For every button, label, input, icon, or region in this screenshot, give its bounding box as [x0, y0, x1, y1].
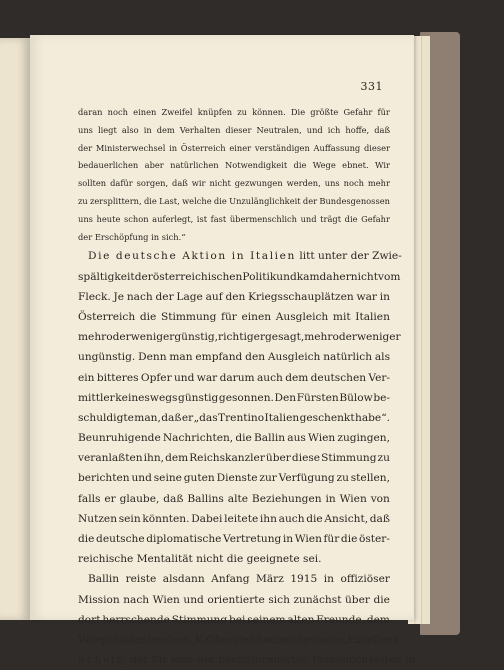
- word: und: [306, 124, 323, 135]
- word: Ansicht,: [324, 512, 369, 525]
- word: habe“.: [355, 411, 390, 424]
- word: Vizepräsidenten: [78, 633, 165, 646]
- quote-line: [78, 175, 390, 193]
- word: der: [155, 290, 174, 303]
- word: über: [344, 593, 370, 606]
- word: man,: [134, 411, 161, 424]
- word: Ministerwechsel: [95, 142, 166, 153]
- quote-line: [78, 211, 390, 229]
- word: mehr: [367, 178, 390, 189]
- word: österreichischen: [152, 270, 243, 283]
- paragraph-line: [78, 388, 390, 408]
- word: ein: [78, 371, 95, 384]
- quote-line: [78, 193, 390, 211]
- word: die: [235, 432, 252, 445]
- page-number: 331: [360, 80, 383, 93]
- word: dem: [165, 452, 189, 465]
- word: in: [379, 290, 390, 303]
- word: gesagt,: [265, 331, 305, 344]
- word: natürlich: [323, 351, 373, 364]
- word: zu: [78, 195, 88, 206]
- word: zugingen,: [337, 432, 390, 445]
- word: dem: [156, 124, 175, 135]
- word: als: [374, 351, 390, 364]
- word: den: [225, 290, 246, 303]
- word: Wien: [308, 432, 336, 445]
- word: war: [356, 290, 377, 303]
- word: empfand: [195, 351, 243, 364]
- word: auf: [205, 290, 223, 303]
- word: seine: [153, 472, 182, 485]
- word: Politik: [242, 270, 277, 283]
- word: einer: [229, 142, 252, 153]
- word: bedauerlichen: [78, 160, 139, 171]
- word: dieser: [225, 124, 252, 135]
- word: daß: [369, 512, 390, 525]
- word: reiste: [125, 573, 157, 586]
- paragraph-line: [78, 408, 390, 428]
- word: die: [373, 593, 390, 606]
- word: noch: [107, 107, 129, 117]
- word: zu: [237, 107, 247, 117]
- paragraph-line: [78, 327, 401, 347]
- word: in: [169, 142, 178, 153]
- word: Fleck.: [78, 290, 111, 303]
- word: Dabei: [191, 512, 223, 525]
- page-text: [78, 104, 416, 670]
- paragraph-line: [78, 267, 401, 287]
- word: Gefahr: [361, 213, 390, 224]
- quote-line: der Erschöpfung in sich.“: [78, 231, 186, 242]
- word: daher: [319, 270, 351, 283]
- word: die: [340, 533, 358, 545]
- word: er: [104, 492, 116, 505]
- word: fast: [210, 213, 227, 224]
- word: dieser: [363, 142, 390, 153]
- word: Kriegsschauplätzen: [248, 290, 354, 303]
- word: werden,: [286, 178, 321, 189]
- word: Stimmung: [160, 310, 217, 323]
- word: Obersten: [206, 633, 256, 646]
- word: weniger: [130, 331, 175, 344]
- word: und: [300, 213, 317, 224]
- word: Wien: [152, 593, 180, 606]
- word: gesonnen.: [218, 391, 274, 404]
- word: ist: [196, 213, 208, 224]
- word: darum: [219, 371, 255, 384]
- word: Ausgleich: [267, 351, 321, 364]
- word: veranlaßten: [78, 452, 143, 465]
- word: uns: [78, 213, 93, 224]
- word: ihn: [259, 512, 277, 525]
- word: die: [306, 512, 323, 525]
- word: der: [78, 142, 93, 153]
- word: Bundesgenossen: [319, 195, 390, 206]
- word: Ausgleich: [275, 310, 329, 323]
- word: können.: [252, 107, 286, 117]
- paragraph-line: [78, 529, 390, 549]
- word: falls: [78, 492, 101, 505]
- word: daß: [161, 411, 182, 424]
- word: Wien: [294, 533, 322, 545]
- word: die: [213, 195, 227, 206]
- word: er: [181, 411, 194, 424]
- word: günstig: [178, 391, 219, 404]
- word: welche: [182, 195, 212, 206]
- word: nach: [123, 593, 150, 606]
- word: mittler: [78, 391, 115, 404]
- word: Wege: [312, 160, 336, 171]
- word: deutsche: [96, 533, 145, 545]
- word: natürlichen: [170, 160, 219, 171]
- quote-line: [78, 140, 390, 158]
- word: Italien: [264, 411, 300, 424]
- word: verständigen: [254, 142, 310, 153]
- word: man: [169, 351, 193, 364]
- word: Notwendigkeit: [225, 160, 288, 171]
- word: übermenschlich: [229, 213, 298, 224]
- word: in: [282, 533, 294, 545]
- word: Mission: [78, 593, 120, 606]
- word: Anfang: [211, 573, 250, 586]
- word: daß: [172, 178, 188, 189]
- word: und: [173, 371, 195, 384]
- left-page-edge: [0, 38, 31, 620]
- word: für: [221, 310, 237, 323]
- word: „das: [193, 411, 218, 424]
- paragraph-line: [78, 489, 390, 509]
- word: Lage: [176, 290, 203, 303]
- word: vom: [378, 270, 401, 283]
- quote-line: [78, 157, 390, 175]
- word: aber: [144, 160, 164, 171]
- word: hoffe,: [345, 124, 370, 135]
- paragraph-line: [78, 307, 390, 327]
- word: Neutralen,: [256, 124, 302, 135]
- word: Denn: [138, 351, 167, 364]
- word: alten: [287, 613, 315, 626]
- paragraph-line: [78, 468, 390, 488]
- paragraph-2: [78, 569, 416, 670]
- word: zu: [377, 452, 390, 465]
- book-page: [30, 35, 416, 667]
- word: oder: [106, 331, 131, 344]
- word: Trentino: [218, 411, 265, 424]
- emphasis-text: Die deutsche Aktion in Italien: [88, 250, 296, 263]
- word: Nachrichten,: [162, 432, 234, 445]
- word: keineswegs: [115, 391, 178, 404]
- word: ungünstig.: [78, 351, 136, 364]
- word: die: [78, 533, 95, 545]
- emphasis-text: Schulz: [78, 654, 124, 667]
- word: richtiger: [218, 331, 266, 344]
- word: öster-: [358, 533, 390, 545]
- word: 1915: [290, 573, 318, 586]
- word: Last,: [159, 195, 180, 206]
- word: aus: [287, 432, 306, 445]
- word: glaube,: [119, 492, 160, 505]
- word: für: [377, 107, 390, 117]
- word: wir: [191, 178, 206, 189]
- word: und: [276, 270, 297, 283]
- word: trägt: [320, 213, 342, 224]
- word: gezwungen: [234, 178, 283, 189]
- paragraph-line: [78, 347, 390, 367]
- word: war: [196, 371, 218, 384]
- word: Wir: [374, 160, 390, 171]
- word: zu: [336, 472, 349, 485]
- word: Fürsten: [296, 391, 339, 404]
- paragraph-line: [78, 630, 399, 650]
- word: Dienste: [216, 472, 258, 485]
- word: ihn,: [143, 452, 165, 465]
- word: daran: [78, 107, 103, 117]
- paragraph-line: [78, 509, 390, 529]
- word: Verfügung: [278, 472, 335, 485]
- word: K.: [183, 633, 195, 646]
- word: die: [139, 310, 157, 323]
- word: die: [143, 195, 157, 206]
- word: Ballin: [253, 432, 286, 445]
- word: liegt: [97, 124, 117, 135]
- word: sich: [268, 593, 290, 606]
- word: die: [293, 160, 307, 171]
- word: Verhalten: [179, 124, 221, 135]
- word: in: [323, 573, 334, 586]
- word: Österreich: [78, 310, 136, 323]
- word: Opfer: [140, 371, 172, 384]
- word: Ver-: [368, 371, 390, 384]
- word: sein: [118, 512, 141, 525]
- word: Bülow: [339, 391, 373, 404]
- word: Unzulänglichkeit: [229, 195, 301, 206]
- word: zur: [259, 472, 277, 485]
- word: die: [344, 213, 358, 224]
- word: noch: [343, 178, 364, 189]
- quote-line: [78, 104, 390, 122]
- paragraph-line: [78, 569, 390, 589]
- word: auferlegt,: [152, 213, 194, 224]
- word: nach: [126, 290, 153, 303]
- word: K.: [194, 633, 207, 646]
- paragraph-line: [78, 428, 390, 448]
- word: schon: [123, 213, 149, 224]
- word: knüpfen: [197, 107, 233, 117]
- word: Den: [274, 391, 297, 404]
- word: uns: [78, 124, 93, 135]
- word: stellen,: [350, 472, 390, 485]
- word: ich: [327, 124, 341, 135]
- word: Zweifel: [161, 107, 193, 117]
- word: Reichskanzler: [189, 452, 265, 465]
- word: spältigkeit: [78, 270, 135, 283]
- word: in: [325, 492, 336, 505]
- word: weniger: [356, 331, 401, 344]
- word: schuldigte: [78, 411, 134, 424]
- word: mehr: [304, 331, 333, 344]
- word: Stimmung: [171, 613, 228, 626]
- word: zersplittern,: [90, 195, 142, 206]
- paragraph-line: [78, 448, 390, 468]
- word: bitteres: [96, 371, 139, 384]
- word: Rechnungshofes,: [255, 633, 348, 646]
- paragraph-1: [78, 246, 402, 569]
- word: diese: [291, 452, 321, 465]
- word: und: [183, 593, 204, 606]
- word: des: [164, 633, 184, 646]
- word: März: [256, 573, 284, 586]
- word: berichten: [78, 472, 130, 485]
- word: mehr: [78, 331, 107, 344]
- word: Auffassung: [313, 142, 361, 153]
- word: deutschen: [310, 371, 367, 384]
- word: kam: [296, 270, 320, 283]
- paragraph-line: [78, 246, 402, 266]
- word: über: [265, 452, 291, 465]
- paragraph-line: [78, 287, 390, 307]
- word: der: [134, 270, 153, 283]
- word: einen: [241, 310, 272, 323]
- paragraph-line: [78, 590, 390, 610]
- word: dem: [285, 371, 309, 384]
- word: geschenkt: [299, 411, 355, 424]
- word: sollten: [78, 178, 107, 189]
- word: könnten.: [142, 512, 190, 525]
- word: Beziehungen: [251, 492, 322, 505]
- word: Exzellenz: [347, 633, 399, 646]
- word: alsdann: [162, 573, 205, 586]
- word: alte: [227, 492, 249, 505]
- paragraph-line: reichische Mentalität nicht die geeignete sei.: [78, 553, 322, 566]
- word: von: [370, 492, 390, 505]
- paragraph-line-text: litt unter der Zwie-: [295, 250, 402, 263]
- word: Beunruhigende: [78, 432, 161, 445]
- paragraph-line: [78, 610, 390, 630]
- word: für: [323, 533, 340, 545]
- word: größte: [310, 107, 339, 117]
- word: daß: [163, 492, 184, 505]
- word: offiziöser: [340, 573, 390, 586]
- paragraph-line: [78, 650, 416, 670]
- word: nicht: [209, 178, 231, 189]
- word: be-: [373, 391, 390, 404]
- word: Ballins: [187, 492, 224, 505]
- word: Die: [290, 107, 306, 117]
- word: Stimmung: [321, 452, 377, 465]
- word: Nutzen: [78, 512, 118, 525]
- word: einen: [133, 107, 157, 117]
- word: Je: [113, 290, 125, 303]
- word: in: [143, 124, 152, 135]
- word: Gefahr: [343, 107, 373, 117]
- word: bei: [229, 613, 246, 626]
- word: dort: [78, 613, 101, 626]
- word: diplomatische: [146, 533, 222, 545]
- word: zunächst: [293, 593, 342, 606]
- word: daß: [374, 124, 390, 135]
- word: leitete: [224, 512, 259, 525]
- word: der: [302, 195, 318, 206]
- word: nicht: [350, 270, 379, 283]
- word: dem: [366, 613, 390, 626]
- word: guten: [183, 472, 215, 485]
- word: auch: [256, 371, 283, 384]
- word: Freunde,: [316, 613, 366, 626]
- word: dafür: [110, 178, 133, 189]
- word: seinem: [247, 613, 286, 626]
- word: Österreich: [180, 142, 226, 153]
- word: also: [121, 124, 139, 135]
- word: heute: [96, 213, 121, 224]
- word: uns: [324, 178, 340, 189]
- paragraph-line: [78, 368, 390, 388]
- word: auch: [278, 512, 305, 525]
- word: ebnet.: [342, 160, 369, 171]
- word: den: [245, 351, 266, 364]
- quote-line: [78, 122, 390, 140]
- word: Vertretung: [223, 533, 282, 545]
- word: mit: [332, 310, 351, 323]
- word: herrschende: [102, 613, 170, 626]
- word: sorgen,: [136, 178, 169, 189]
- word: und: [131, 472, 152, 485]
- word: Wien: [339, 492, 367, 505]
- quote-block: [78, 104, 390, 246]
- paragraph-line-text: , der für eine der bestinformierten Persönlichkeiten in: [123, 654, 416, 667]
- word: oder: [332, 331, 357, 344]
- word: günstig,: [174, 331, 219, 344]
- word: orientierte: [207, 593, 265, 606]
- word: Ballin: [88, 573, 120, 586]
- word: Italien: [355, 310, 390, 323]
